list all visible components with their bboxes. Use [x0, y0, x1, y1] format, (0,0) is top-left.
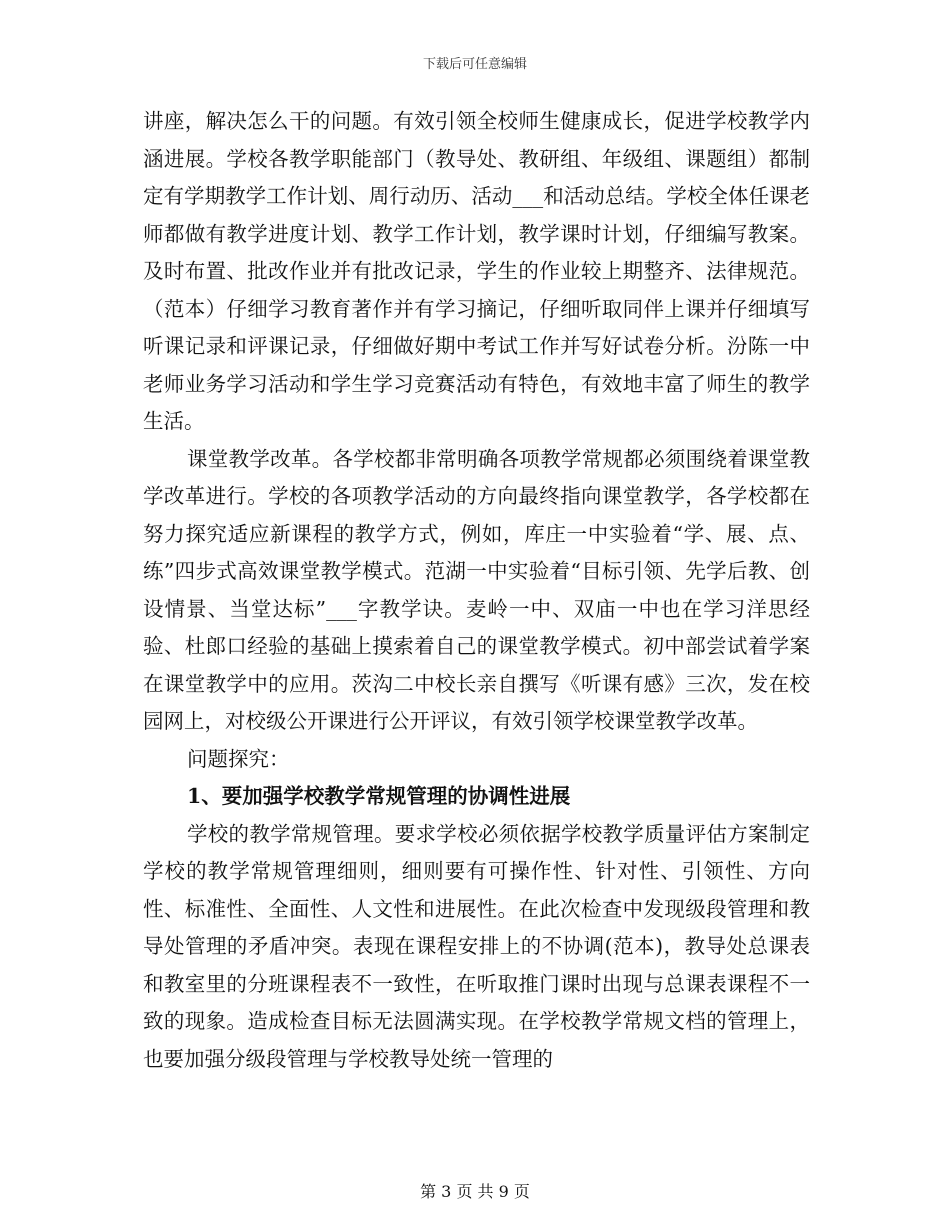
body-paragraph: 讲座，解决怎么干的问题。有效引领全校师生健康成长，促进学校教学内涵进展。学校各教学职能部门（教导处、教研组、年级组、课题组）都制定有学期教学工作计划、周行动历、活动___和活动总结。学校全体任课老师都做有教学进度计划、教学工作计划，教学课时计划，仔细编写教案。及时布置、批改作业并有批改记录，学生的作业较上期整齐、法律规范。（范本）仔细学习教育著作并有学习摘记，仔细听取同伴上课并仔细填写听课记录和评课记录，仔细做好期中考试工作并写好试卷分析。汾陈一中老师业务学习活动和学生学习竞赛活动有特色，有效地丰富了师生的教学生活。 [143, 109, 810, 433]
section-label: 问题探究： [187, 746, 290, 771]
section-heading: 1、要加强学校教学常规管理的协调性进展 [187, 784, 571, 808]
document-body [143, 103, 810, 1078]
page-header-note: 下载后可任意编辑 [422, 57, 527, 72]
body-paragraph: 学校的教学常规管理。要求学校必须依据学校教学质量评估方案制定学校的教学常规管理细则，细则要有可操作性、针对性、引领性、方向性、标准性、全面性、人文性和进展性。在此次检查中发现级段管理和教导处管理的矛盾冲突。表现在课程安排上的不协调(范本)，教导处总课表和教室里的分班课程表不一致性，在听取推门课时出现与总课表课程不一致的现象。造成检查目标无法圆满实现。在学校教学常规文档的管理上，也要加强分级段管理与学校教导处统一管理的 [143, 821, 810, 1071]
page-number: 第 3 页 共 9 页 [420, 1182, 530, 1201]
body-paragraph: 课堂教学改革。各学校都非常明确各项教学常规都必须围绕着课堂教学改革进行。学校的各项教学活动的方向最终指向课堂教学，各学校都在努力探究适应新课程的教学方式，例如，库庄一中实验着“学、展、点、练”四步式高效课堂教学模式。范湖一中实验着“目标引领、先学后教、创设情景、当堂达标”___字教学诀。麦岭一中、双庙一中也在学习洋思经验、杜郎口经验的基础上摸索着自己的课堂教学模式。初中部尝试着学案在课堂教学中的应用。茨沟二中校长亲自撰写《听课有感》三次，发在校园网上，对校级公开课进行公开评议，有效引领学校课堂教学改革。 [143, 446, 810, 733]
